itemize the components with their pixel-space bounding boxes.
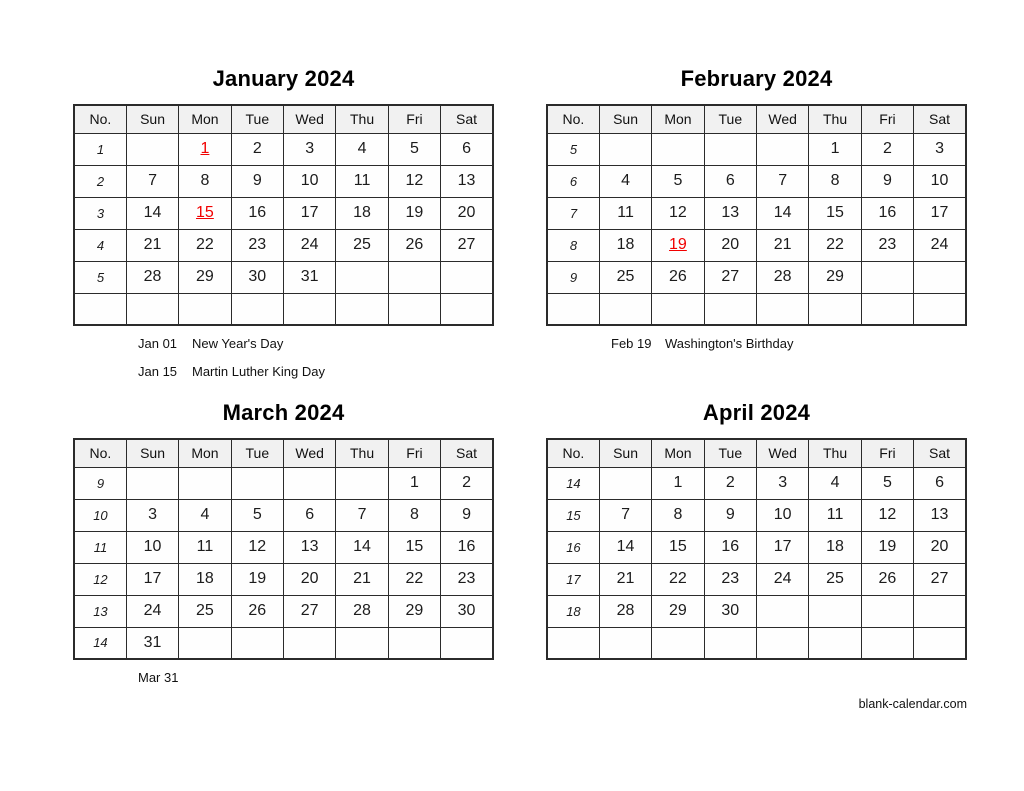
day-cell: 8 <box>388 499 440 531</box>
day-cell <box>179 467 231 499</box>
week-number-cell: 8 <box>547 229 599 261</box>
day-cell: 15 <box>652 531 704 563</box>
week-row <box>547 261 966 293</box>
day-cell: 22 <box>179 229 231 261</box>
weekday-header-cell: Mon <box>652 105 704 133</box>
week-row <box>74 467 493 499</box>
holiday-day-number: 19 <box>669 236 687 253</box>
day-cell <box>914 595 966 627</box>
day-cell: 10 <box>757 499 809 531</box>
weekday-header-cell: Sun <box>126 439 178 467</box>
day-cell: 17 <box>284 197 336 229</box>
weekday-header-cell: Tue <box>231 439 283 467</box>
week-number-cell: 14 <box>74 627 126 659</box>
day-cell: 28 <box>126 261 178 293</box>
day-cell: 5 <box>231 499 283 531</box>
weekday-header-cell: Sun <box>126 105 178 133</box>
day-cell <box>126 133 178 165</box>
week-row <box>547 499 966 531</box>
day-cell: 9 <box>231 165 283 197</box>
week-number-cell: 13 <box>74 595 126 627</box>
month-table <box>546 438 967 660</box>
week-number-cell: 5 <box>74 261 126 293</box>
week-row <box>547 229 966 261</box>
weekday-header-cell: Wed <box>284 439 336 467</box>
week-number-cell: 6 <box>547 165 599 197</box>
day-cell <box>652 133 704 165</box>
week-number-cell: 9 <box>74 467 126 499</box>
day-cell: 1 <box>809 133 861 165</box>
day-cell: 14 <box>757 197 809 229</box>
weekday-header-cell: Wed <box>284 105 336 133</box>
day-cell: 2 <box>861 133 913 165</box>
day-cell: 27 <box>441 229 493 261</box>
day-cell: 23 <box>861 229 913 261</box>
day-cell <box>599 133 651 165</box>
weekday-header-cell: Fri <box>388 105 440 133</box>
week-number-cell: 9 <box>547 261 599 293</box>
day-cell: 28 <box>599 595 651 627</box>
month-calendar-april <box>546 398 967 732</box>
month-title: January 2024 <box>212 66 355 91</box>
holiday-date: Jan 15 <box>138 364 178 379</box>
day-cell <box>914 627 966 659</box>
month-title: February 2024 <box>680 66 833 91</box>
weekday-header-cell: Sun <box>599 105 651 133</box>
day-cell: 31 <box>126 627 178 659</box>
weekday-header-cell: Sun <box>599 439 651 467</box>
weekday-header-row <box>74 439 493 467</box>
day-cell <box>336 261 388 293</box>
day-cell: 29 <box>809 261 861 293</box>
week-row <box>547 627 966 659</box>
week-number-cell: 3 <box>74 197 126 229</box>
week-number-cell: 12 <box>74 563 126 595</box>
day-cell: 12 <box>652 197 704 229</box>
week-row <box>547 467 966 499</box>
day-cell <box>284 627 336 659</box>
day-cell: 1 <box>652 467 704 499</box>
day-cell <box>441 261 493 293</box>
day-cell: 11 <box>336 165 388 197</box>
week-row <box>547 563 966 595</box>
day-cell: 29 <box>179 261 231 293</box>
day-cell: 24 <box>914 229 966 261</box>
day-cell: 11 <box>179 531 231 563</box>
week-row <box>74 595 493 627</box>
day-cell: 14 <box>336 531 388 563</box>
weekday-header-cell: No. <box>547 105 599 133</box>
day-cell: 21 <box>336 563 388 595</box>
week-row <box>547 595 966 627</box>
day-cell: 9 <box>441 499 493 531</box>
day-cell <box>388 627 440 659</box>
week-row <box>74 133 493 165</box>
day-cell: 15 <box>809 197 861 229</box>
day-cell: 2 <box>441 467 493 499</box>
month-table <box>73 438 494 660</box>
day-cell: 7 <box>599 499 651 531</box>
day-cell <box>861 261 913 293</box>
day-cell: 6 <box>914 467 966 499</box>
day-cell: 21 <box>757 229 809 261</box>
month-table <box>73 104 494 326</box>
day-cell: 2 <box>704 467 756 499</box>
day-cell <box>757 293 809 325</box>
week-number-cell: 15 <box>547 499 599 531</box>
weekday-header-row <box>547 439 966 467</box>
day-cell: 5 <box>652 165 704 197</box>
day-cell: 5 <box>861 467 913 499</box>
day-cell <box>704 627 756 659</box>
week-number-cell <box>74 293 126 325</box>
month-calendar-march <box>73 398 494 732</box>
week-number-cell: 5 <box>547 133 599 165</box>
day-cell: 3 <box>914 133 966 165</box>
weekday-header-cell: Thu <box>809 105 861 133</box>
day-cell: 18 <box>809 531 861 563</box>
day-cell <box>179 293 231 325</box>
day-cell: 4 <box>809 467 861 499</box>
weekday-header-cell: Mon <box>179 439 231 467</box>
day-cell: 5 <box>388 133 440 165</box>
day-cell <box>652 229 704 261</box>
week-row <box>74 229 493 261</box>
day-cell: 3 <box>126 499 178 531</box>
weekday-header-cell: Tue <box>704 439 756 467</box>
week-row <box>547 531 966 563</box>
day-cell: 30 <box>231 261 283 293</box>
day-cell: 27 <box>284 595 336 627</box>
day-cell: 15 <box>388 531 440 563</box>
month-table <box>546 104 967 326</box>
day-cell: 29 <box>652 595 704 627</box>
day-cell <box>388 293 440 325</box>
day-cell: 13 <box>704 197 756 229</box>
day-cell: 16 <box>704 531 756 563</box>
weekday-header-cell: Sat <box>914 105 966 133</box>
weekday-header-row <box>547 105 966 133</box>
day-cell: 23 <box>231 229 283 261</box>
day-cell <box>336 293 388 325</box>
day-cell: 25 <box>599 261 651 293</box>
holiday-name: Martin Luther King Day <box>192 364 325 379</box>
day-cell: 10 <box>914 165 966 197</box>
week-row <box>74 531 493 563</box>
holiday-note <box>546 333 967 354</box>
day-cell: 21 <box>126 229 178 261</box>
day-cell: 21 <box>599 563 651 595</box>
holiday-date: Jan 01 <box>138 336 178 351</box>
day-cell: 2 <box>231 133 283 165</box>
day-cell: 18 <box>179 563 231 595</box>
day-cell <box>599 467 651 499</box>
day-cell <box>652 627 704 659</box>
weekday-header-cell: Mon <box>652 439 704 467</box>
day-cell <box>652 293 704 325</box>
weekday-header-cell: No. <box>547 439 599 467</box>
day-cell: 16 <box>231 197 283 229</box>
day-cell: 6 <box>284 499 336 531</box>
weekday-header-cell: Tue <box>704 105 756 133</box>
day-cell: 4 <box>599 165 651 197</box>
day-cell <box>704 133 756 165</box>
day-cell: 22 <box>652 563 704 595</box>
weekday-header-cell: Tue <box>231 105 283 133</box>
week-row <box>547 197 966 229</box>
day-cell <box>179 197 231 229</box>
weekday-header-cell: No. <box>74 105 126 133</box>
week-number-cell <box>547 627 599 659</box>
day-cell: 23 <box>441 563 493 595</box>
weekday-header-cell: Thu <box>809 439 861 467</box>
weekday-header-cell: Thu <box>336 105 388 133</box>
day-cell: 24 <box>284 229 336 261</box>
day-cell <box>441 293 493 325</box>
day-cell <box>914 261 966 293</box>
week-number-cell <box>547 293 599 325</box>
week-number-cell: 14 <box>547 467 599 499</box>
day-cell: 17 <box>914 197 966 229</box>
week-row <box>74 627 493 659</box>
week-number-cell: 2 <box>74 165 126 197</box>
weekday-header-cell: Mon <box>179 105 231 133</box>
day-cell: 18 <box>336 197 388 229</box>
day-cell: 20 <box>284 563 336 595</box>
day-cell: 7 <box>126 165 178 197</box>
day-cell: 13 <box>914 499 966 531</box>
day-cell: 20 <box>704 229 756 261</box>
day-cell <box>861 595 913 627</box>
month-calendar-february <box>546 64 967 398</box>
weekday-header-cell: Wed <box>757 105 809 133</box>
holiday-notes <box>546 326 967 398</box>
holiday-date: Feb 19 <box>611 336 652 351</box>
day-cell: 14 <box>599 531 651 563</box>
holiday-day-number: 15 <box>196 204 214 221</box>
day-cell: 24 <box>126 595 178 627</box>
week-number-cell: 16 <box>547 531 599 563</box>
day-cell: 23 <box>704 563 756 595</box>
holiday-notes <box>546 660 967 732</box>
week-number-cell: 11 <box>74 531 126 563</box>
day-cell: 13 <box>284 531 336 563</box>
day-cell: 11 <box>809 499 861 531</box>
day-cell <box>704 293 756 325</box>
day-cell: 25 <box>336 229 388 261</box>
day-cell <box>231 467 283 499</box>
day-cell: 19 <box>861 531 913 563</box>
day-cell <box>388 261 440 293</box>
day-cell <box>861 627 913 659</box>
day-cell: 12 <box>388 165 440 197</box>
day-cell <box>599 293 651 325</box>
day-cell <box>914 293 966 325</box>
week-row <box>74 499 493 531</box>
day-cell <box>861 293 913 325</box>
holiday-name: New Year's Day <box>192 336 284 351</box>
day-cell: 17 <box>757 531 809 563</box>
day-cell: 22 <box>809 229 861 261</box>
day-cell: 17 <box>126 563 178 595</box>
day-cell <box>179 627 231 659</box>
day-cell: 29 <box>388 595 440 627</box>
day-cell: 26 <box>652 261 704 293</box>
day-cell: 3 <box>284 133 336 165</box>
day-cell: 6 <box>704 165 756 197</box>
day-cell: 27 <box>704 261 756 293</box>
day-cell: 26 <box>388 229 440 261</box>
day-cell: 20 <box>914 531 966 563</box>
day-cell: 19 <box>231 563 283 595</box>
weekday-header-cell: Fri <box>861 105 913 133</box>
day-cell: 14 <box>126 197 178 229</box>
day-cell <box>336 467 388 499</box>
day-cell <box>179 133 231 165</box>
day-cell: 12 <box>861 499 913 531</box>
holiday-note <box>73 333 494 354</box>
day-cell <box>809 627 861 659</box>
week-number-cell: 7 <box>547 197 599 229</box>
week-number-cell: 17 <box>547 563 599 595</box>
day-cell: 30 <box>704 595 756 627</box>
day-cell <box>336 627 388 659</box>
week-number-cell: 1 <box>74 133 126 165</box>
holiday-notes <box>73 326 494 398</box>
day-cell <box>231 293 283 325</box>
holiday-notes <box>73 660 494 732</box>
day-cell <box>809 293 861 325</box>
day-cell <box>284 467 336 499</box>
week-row <box>74 165 493 197</box>
week-row <box>74 261 493 293</box>
month-title: April 2024 <box>702 400 811 425</box>
weekday-header-cell: Thu <box>336 439 388 467</box>
day-cell: 4 <box>179 499 231 531</box>
day-cell: 1 <box>388 467 440 499</box>
week-row <box>547 293 966 325</box>
day-cell <box>126 467 178 499</box>
day-cell <box>441 627 493 659</box>
holiday-note <box>73 361 494 382</box>
weekday-header-cell: Fri <box>861 439 913 467</box>
month-title: March 2024 <box>222 400 345 425</box>
weekday-header-row <box>74 105 493 133</box>
week-number-cell: 18 <box>547 595 599 627</box>
day-cell: 3 <box>757 467 809 499</box>
day-cell: 9 <box>861 165 913 197</box>
day-cell: 6 <box>441 133 493 165</box>
day-cell: 13 <box>441 165 493 197</box>
day-cell: 8 <box>179 165 231 197</box>
day-cell <box>757 627 809 659</box>
week-row <box>74 293 493 325</box>
day-cell <box>757 133 809 165</box>
weekday-header-cell: Sat <box>441 105 493 133</box>
weekday-header-cell: No. <box>74 439 126 467</box>
day-cell: 19 <box>388 197 440 229</box>
day-cell: 12 <box>231 531 283 563</box>
day-cell: 24 <box>757 563 809 595</box>
day-cell: 11 <box>599 197 651 229</box>
weekday-header-cell: Fri <box>388 439 440 467</box>
day-cell: 25 <box>809 563 861 595</box>
week-number-cell: 10 <box>74 499 126 531</box>
weekday-header-cell: Sat <box>914 439 966 467</box>
week-row <box>547 133 966 165</box>
day-cell <box>757 595 809 627</box>
weekday-header-cell: Sat <box>441 439 493 467</box>
weekday-header-cell: Wed <box>757 439 809 467</box>
month-calendar-january <box>73 64 494 398</box>
holiday-name: Washington's Birthday <box>665 336 794 351</box>
day-cell: 26 <box>861 563 913 595</box>
day-cell: 20 <box>441 197 493 229</box>
day-cell: 7 <box>757 165 809 197</box>
site-credit-text: blank-calendar.com <box>858 697 967 711</box>
week-row <box>74 563 493 595</box>
day-cell <box>809 595 861 627</box>
day-cell: 28 <box>336 595 388 627</box>
week-row <box>547 165 966 197</box>
day-cell: 8 <box>809 165 861 197</box>
day-cell: 27 <box>914 563 966 595</box>
day-cell <box>126 293 178 325</box>
week-row <box>74 197 493 229</box>
day-cell <box>284 293 336 325</box>
day-cell <box>231 627 283 659</box>
day-cell: 8 <box>652 499 704 531</box>
day-cell: 9 <box>704 499 756 531</box>
day-cell: 4 <box>336 133 388 165</box>
day-cell: 16 <box>861 197 913 229</box>
day-cell: 30 <box>441 595 493 627</box>
day-cell: 10 <box>284 165 336 197</box>
holiday-day-number: 1 <box>200 140 210 157</box>
day-cell: 18 <box>599 229 651 261</box>
day-cell: 26 <box>231 595 283 627</box>
holiday-note <box>73 667 494 688</box>
day-cell: 28 <box>757 261 809 293</box>
day-cell: 31 <box>284 261 336 293</box>
day-cell: 16 <box>441 531 493 563</box>
day-cell: 7 <box>336 499 388 531</box>
day-cell: 25 <box>179 595 231 627</box>
holiday-date: Mar 31 <box>138 670 179 685</box>
day-cell <box>599 627 651 659</box>
week-number-cell: 4 <box>74 229 126 261</box>
day-cell: 22 <box>388 563 440 595</box>
day-cell: 10 <box>126 531 178 563</box>
